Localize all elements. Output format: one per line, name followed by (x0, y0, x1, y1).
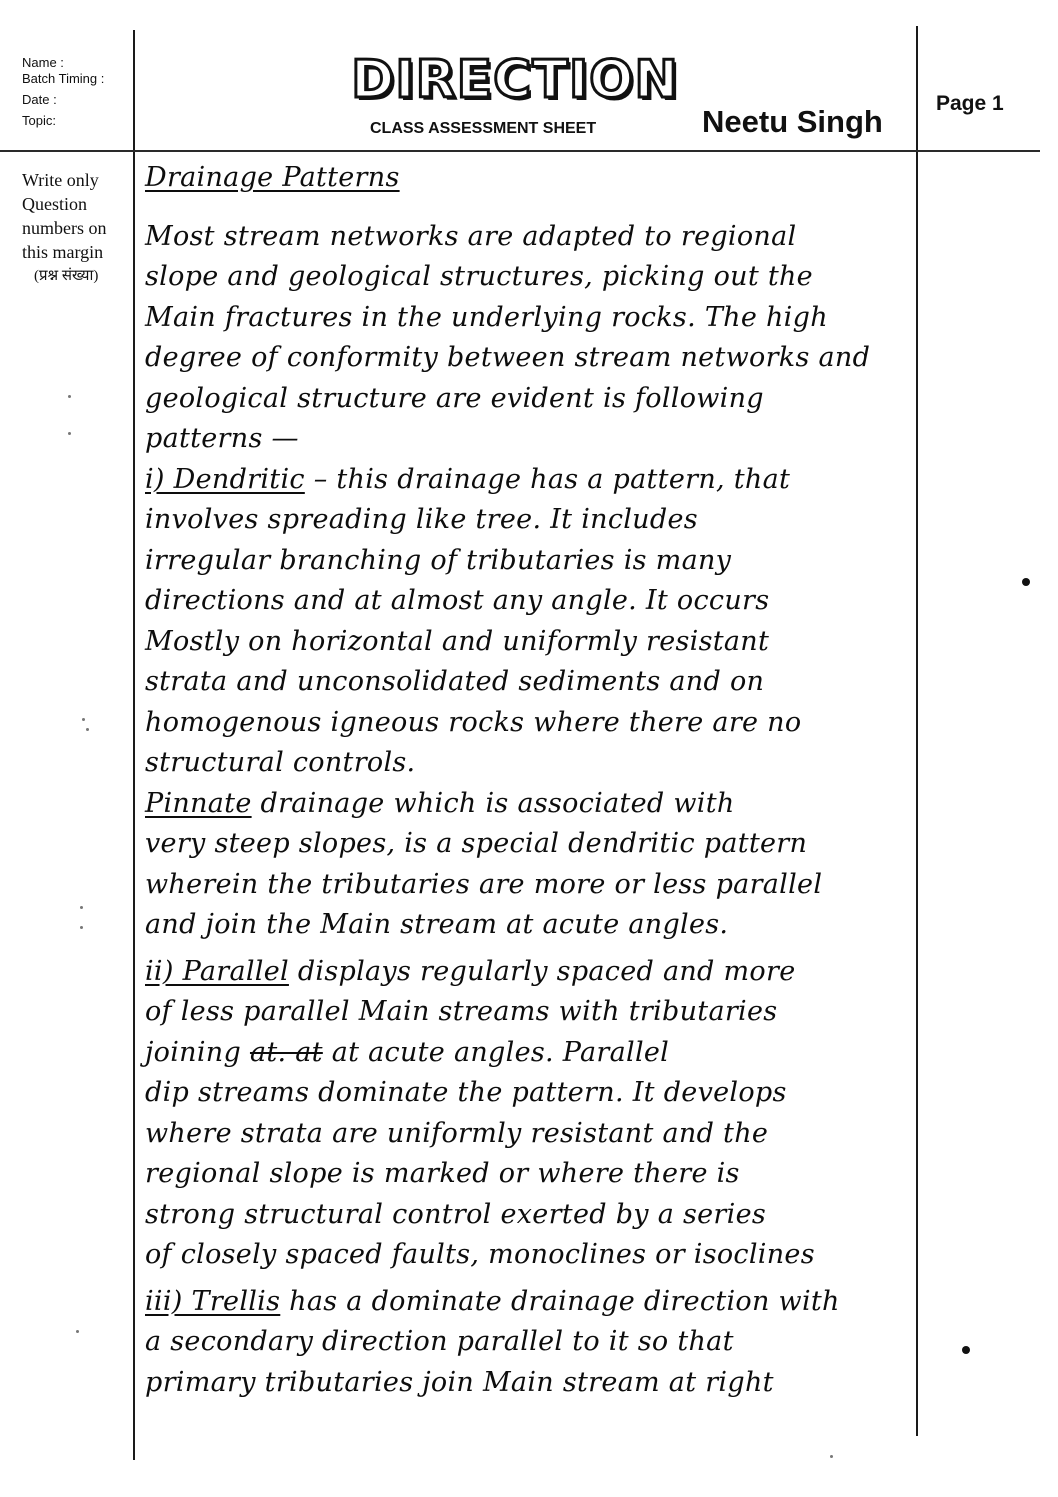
left-margin-rule (133, 30, 135, 1460)
intro-line: Main fractures in the underlying rocks. The high (145, 301, 828, 333)
batch-timing-label: Batch Timing : (22, 71, 105, 86)
handwritten-notes (145, 158, 910, 1403)
scan-speck (80, 926, 83, 929)
date-label: Date : (22, 92, 57, 107)
parallel-line: regional slope is marked or where there is (145, 1158, 740, 1189)
header-divider (0, 150, 1040, 152)
pinnate-heading-line (145, 784, 910, 825)
parallel-label: ii) Parallel (145, 955, 289, 987)
parallel-line3-end: at acute angles. Parallel (322, 1036, 670, 1068)
scan-speck (86, 728, 89, 731)
page-number: Page 1 (936, 92, 1004, 115)
scan-speck (68, 432, 71, 435)
dendritic-line: involves spreading like tree. It includes (145, 504, 698, 535)
parallel-line3-start: joining (145, 1036, 250, 1068)
author-name: Neetu Singh (702, 104, 883, 139)
scan-speck (830, 1455, 833, 1458)
scan-speck (80, 906, 83, 909)
margin-instruction-text: Write only Question numbers on this margin (22, 170, 107, 262)
dendritic-line: strata and unconsolidated sediments and on (145, 666, 765, 697)
margin-instruction (22, 168, 130, 288)
dendritic-line: directions and at almost any angle. It occurs (145, 585, 770, 616)
trellis-line: primary tributaries join Main stream at right (145, 1366, 774, 1398)
intro-line: patterns — (145, 423, 299, 454)
pinnate-label: Pinnate (145, 787, 252, 819)
notes-title: Drainage Patterns (145, 162, 400, 193)
scan-dot (962, 1346, 970, 1354)
dendritic-heading-line (145, 460, 910, 501)
dendritic-line: Mostly on horizontal and uniformly resistant (145, 625, 770, 657)
right-margin-rule (916, 26, 918, 1436)
parallel-line-with-strike (145, 1033, 910, 1074)
parallel-line: of closely spaced faults, monoclines or isoclines (145, 1239, 815, 1270)
parallel-line: of less parallel Main streams with tributaries (145, 996, 778, 1027)
pinnate-line: very steep slopes, is a special dendritic pattern (145, 828, 808, 859)
sheet-subtitle: CLASS ASSESSMENT SHEET (370, 120, 597, 137)
dendritic-line: structural controls. (145, 747, 416, 778)
trellis-heading-line (145, 1282, 910, 1323)
trellis-first-line: has a dominate drainage direction with (280, 1285, 840, 1317)
dendritic-line: irregular branching of tributaries is many (145, 544, 732, 576)
dendritic-line: homogenous igneous rocks where there are no (145, 706, 802, 738)
parallel-first-line: displays regularly spaced and more (288, 955, 796, 987)
intro-line: geological structure are evident is following (145, 382, 764, 414)
parallel-heading-line (145, 952, 910, 993)
pinnate-line: wherein the tributaries are more or less parallel (145, 868, 823, 900)
intro-line: Most stream networks are adapted to regional (145, 220, 797, 252)
trellis-label: iii) Trellis (145, 1285, 281, 1317)
scan-speck (68, 395, 71, 398)
intro-line: degree of conformity between stream networks and (145, 342, 871, 373)
name-label: Name : (22, 55, 64, 70)
dendritic-first-line: – this drainage has a pattern, that (304, 463, 791, 495)
parallel-line: strong structural control exerted by a series (145, 1198, 766, 1230)
trellis-line: a secondary direction parallel to it so that (145, 1326, 734, 1357)
student-info-labels (22, 52, 104, 132)
parallel-line: dip streams dominate the pattern. It develops (145, 1077, 787, 1108)
parallel-line: where strata are uniformly resistant and the (145, 1117, 769, 1149)
margin-hindi-label: (प्रश्न संख्या) (34, 268, 99, 284)
intro-line: slope and geological structures, picking out the (145, 261, 813, 292)
pinnate-line: and join the Main stream at acute angles. (145, 909, 729, 940)
topic-label: Topic: (22, 113, 56, 128)
struck-out-text: at. at (249, 1036, 323, 1068)
dendritic-label: i) Dendritic (145, 463, 305, 495)
brand-logo: DIRECTION (351, 50, 679, 110)
scan-speck (82, 718, 85, 721)
pinnate-first-line: drainage which is associated with (251, 787, 735, 819)
scan-dot (1022, 578, 1030, 586)
scan-speck (76, 1330, 79, 1333)
